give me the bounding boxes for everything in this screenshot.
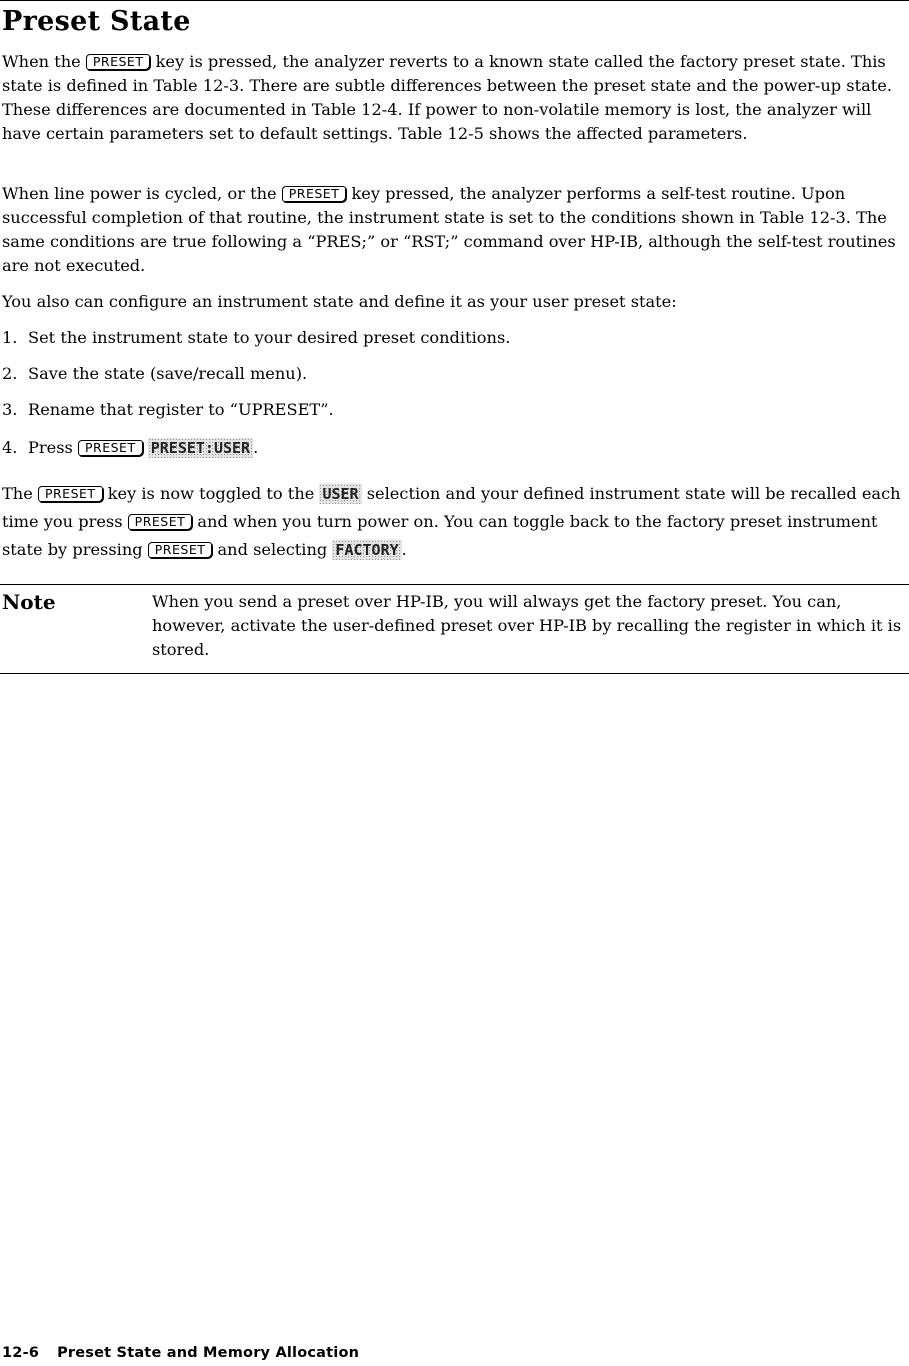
list-item-step-4 [2, 436, 258, 460]
list-item-step-1 [2, 326, 510, 350]
list-item-step-3 [2, 398, 334, 422]
preset-user-softkey: PRESET:USER [148, 438, 253, 458]
note-bottom-rule [0, 673, 909, 674]
step-text: Save the state (save/recall menu). [28, 364, 308, 383]
step-text: . [253, 438, 259, 457]
text-run: When line power is cycled, or the [2, 184, 282, 203]
step-text: Set the instrument state to your desired preset conditions. [28, 328, 511, 347]
step-number: 3. [2, 400, 18, 419]
note-label: Note [2, 590, 56, 614]
note-text: When you send a preset over HP-IB, you will always get the factory preset. You can, however, activate the user-defined preset over HP-IB by recalling the register in which it is stored. [152, 592, 902, 659]
list-item-step-2 [2, 362, 307, 386]
note-top-rule [0, 584, 909, 585]
preset-key: PRESET [78, 440, 143, 456]
preset-key: PRESET [38, 486, 103, 502]
text-run: and when you turn power on. You can toggle back to the factory preset instrument state by pressing [2, 512, 878, 559]
preset-key: PRESET [282, 186, 347, 202]
top-rule [0, 0, 909, 1]
text-run: The [2, 484, 38, 503]
preset-key: PRESET [86, 54, 151, 70]
text-run: key is pressed, the analyzer reverts to a known state called the factory preset state. This state is defined in Table 12-3. There are subtle differences between the preset state and the power-up state. These differences are documented in Table 12-4. If power to non-volatile memory is lost, the analyzer will have certain parameters set to default settings. Table 12-5 shows the affected parameters. [2, 52, 892, 143]
step-number: 2. [2, 364, 18, 383]
paragraph-power-cycle [2, 182, 907, 278]
step-number: 1. [2, 328, 18, 347]
step-text: Rename that register to “UPRESET”. [28, 400, 334, 419]
page-title: Preset State [2, 6, 191, 37]
text-run: selection and your defined instrument state will be recalled each time you press [2, 484, 901, 531]
text-run: key pressed, the analyzer performs a self-test routine. Upon successful completion of that routine, the instrument state is set to the conditions shown in Table 12-3. The same conditions are true following a “PRES;” or “RST;” command over HP-IB, although the self-test routines are not executed. [2, 184, 896, 275]
paragraph-preset-intro [2, 50, 907, 146]
user-softkey: USER [319, 484, 361, 504]
step-number: 4. [2, 438, 18, 457]
text-run: When the [2, 52, 86, 71]
page-number: 12-6 [2, 1345, 40, 1361]
text-run: and selecting [212, 540, 333, 559]
page-footer [2, 1345, 359, 1361]
preset-key: PRESET [128, 514, 193, 530]
preset-key: PRESET [148, 542, 213, 558]
paragraph-toggle-info [2, 480, 907, 564]
text-run: . [401, 540, 407, 559]
text-run: key is now toggled to the [102, 484, 320, 503]
factory-softkey: FACTORY [332, 540, 401, 560]
step-text: Press [28, 438, 78, 457]
paragraph-user-preset-intro: You also can configure an instrument state and define it as your user preset state: [2, 292, 677, 311]
section-title: Preset State and Memory Allocation [57, 1345, 360, 1361]
